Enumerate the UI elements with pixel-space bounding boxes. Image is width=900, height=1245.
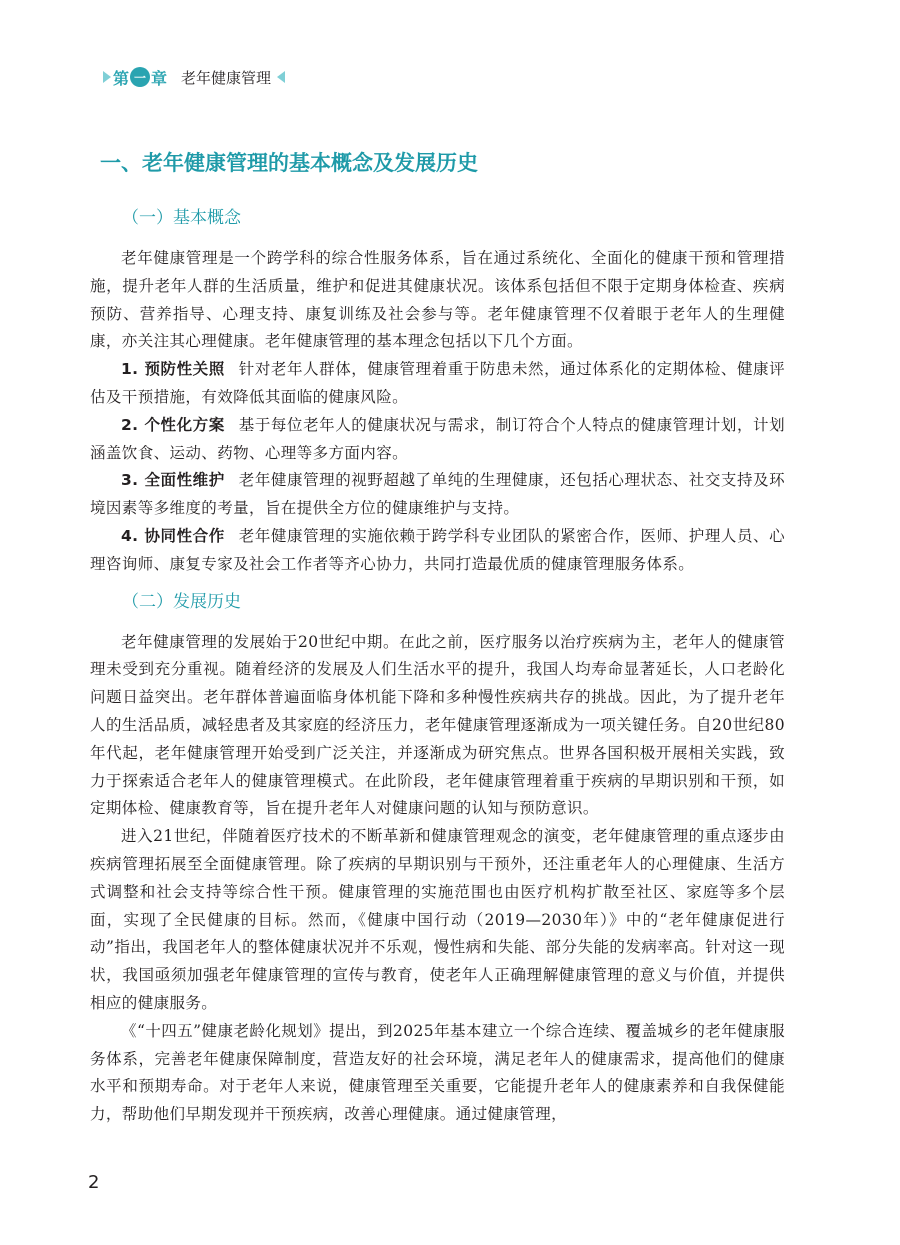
- page-body: [90, 140, 785, 1129]
- list-item-comprehensive: [90, 467, 785, 523]
- paragraph-history-2: 进入21世纪，伴随着医疗技术的不断革新和健康管理观念的演变，老年健康管理的重点逐步由疾病管理拓展至全面健康管理。除了疾病的早期识别与干预外，还注重老年人的心理健康、生活方式调整和社会支持等综合性干预。健康管理的实施范围也由医疗机构扩散至社区、家庭等多个层面，实现了全民健康的目标。然而，《健康中国行动（2019—2030年）》中的“老年健康促进行动”指出，我国老年人的整体健康状况并不乐观，慢性病和失能、部分失能的发病率高。针对这一现状，我国亟须加强老年健康管理的宣传与教育，使老年人正确理解健康管理的意义与价值，并提供相应的健康服务。: [90, 827, 785, 1012]
- paragraph-intro: 老年健康管理是一个跨学科的综合性服务体系，旨在通过系统化、全面化的健康干预和管理措施，提升老年人群的生活质量，维护和促进其健康状况。该体系包括但不限于定期身体检查、疾病预防、营养指导、心理支持、康复训练及社会参与等。老年健康管理不仅着眼于老年人的生理健康，亦关注其心理健康。老年健康管理的基本理念包括以下几个方面。: [90, 249, 785, 351]
- item-text: 老年健康管理的实施依赖于跨学科专业团队的紧密合作，医师、护理人员、心理咨询师、康复专家及社会工作者等齐心协力，共同打造最优质的健康管理服务体系。: [90, 526, 785, 573]
- item-lead: 1. 预防性关照: [121, 360, 225, 379]
- triangle-left-icon: [277, 71, 285, 83]
- subsection-title-basic-concepts: （一）基本概念: [122, 208, 241, 228]
- item-text: 老年健康管理的视野超越了单纯的生理健康，还包括心理状态、社交支持及环境因素等多维度的考量，旨在提供全方位的健康维护与支持。: [90, 471, 785, 518]
- chapter-number-badge: 一: [130, 67, 150, 87]
- paragraph-history-3: 《“十四五”健康老龄化规划》提出，到2025年基本建立一个综合连续、覆盖城乡的老年健康服务体系，完善老年健康保障制度，营造友好的社会环境，满足老年人的健康需求，提高他们的健康水平和预期寿命。对于老年人来说，健康管理至关重要，它能提升老年人的健康素养和自我保健能力，帮助他们早期发现并干预疾病，改善心理健康。通过健康管理，: [90, 1021, 785, 1124]
- subsection-title-history: （二）发展历史: [122, 591, 241, 612]
- chapter-title: 老年健康管理: [181, 68, 272, 87]
- paragraph-history-1: 老年健康管理的发展始于20世纪中期。在此之前，医疗服务以治疗疾病为主，老年人的健康管理未受到充分重视。随着经济的发展及人们生活水平的提升，我国人均寿命显著延长，人口老龄化问题日益突出。老年群体普遍面临身体机能下降和多种慢性疾病共存的挑战。因此，为了提升老年人的生活品质，减轻患者及其家庭的经济压力，老年健康管理逐渐成为一项关键任务。自20世纪80年代起，老年健康管理开始受到广泛关注，并逐渐成为研究焦点。世界各国积极开展相关实践，致力于探索适合老年人的健康管理模式。在此阶段，老年健康管理着重于疾病的早期识别和干预，如定期体检、健康教育等，旨在提升老年人对健康问题的认知与预防意识。: [90, 632, 785, 818]
- triangle-right-icon: [103, 71, 111, 83]
- running-header: [103, 64, 285, 90]
- item-text: 针对老年人群体，健康管理着重于防患未然，通过体系化的定期体检、健康评估及干预措施，有效降低其面临的健康风险。: [90, 360, 785, 406]
- item-lead: 2. 个性化方案: [121, 415, 225, 434]
- section-title: 一、老年健康管理的基本概念及发展历史: [100, 151, 478, 175]
- item-lead: 4. 协同性合作: [121, 526, 225, 545]
- list-item-collaborative: [90, 523, 785, 579]
- chapter-label: 第 一 章: [113, 68, 168, 88]
- item-lead: 3. 全面性维护: [121, 471, 225, 490]
- page-number: 2: [88, 1172, 100, 1193]
- list-item-personalized: [90, 412, 785, 468]
- item-text: 基于每位老年人的健康状况与需求，制订符合个人特点的健康管理计划，计划涵盖饮食、运动、药物、心理等多方面内容。: [90, 415, 785, 462]
- list-item-preventive: [90, 356, 785, 412]
